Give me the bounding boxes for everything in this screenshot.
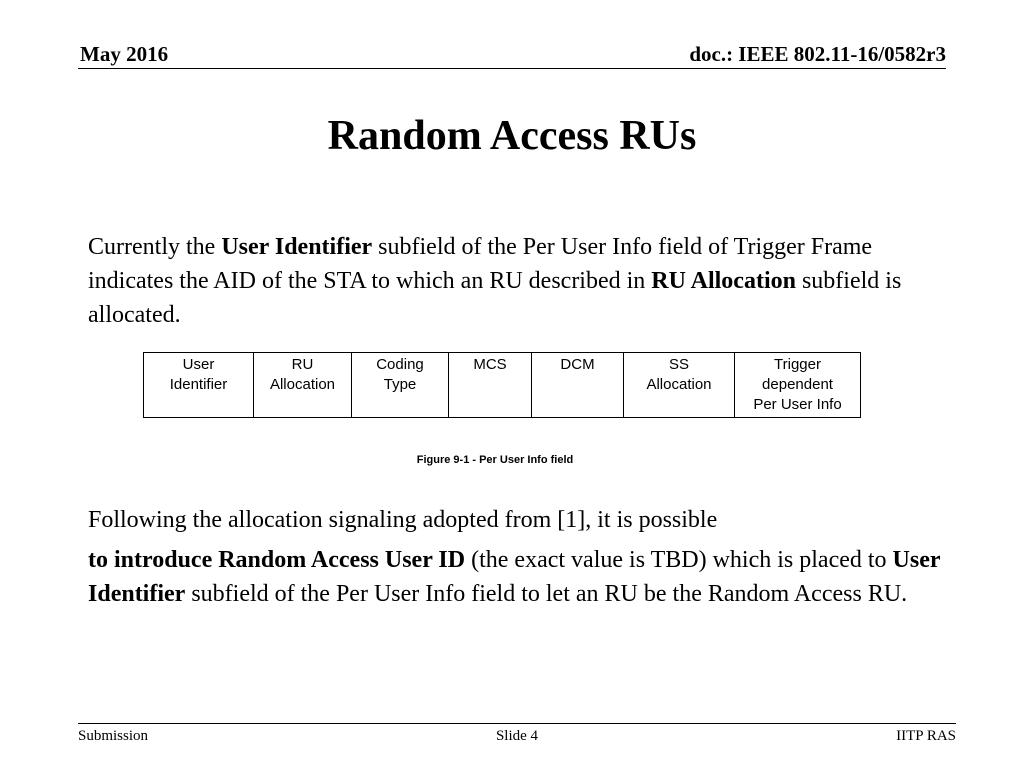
header-date: May 2016 bbox=[80, 42, 169, 66]
para1-text-3: subfield is allocated. bbox=[88, 268, 902, 328]
para3-text-1: (the exact value is TBD) which is placed to bbox=[465, 547, 893, 573]
para1-text-2: subfield of the Per User Info field of Trigger Frame indicates the AID of the STA to which an RU described in bbox=[88, 234, 873, 294]
paragraph-random-access-user-id bbox=[88, 543, 948, 611]
header-divider bbox=[78, 68, 946, 69]
paragraph-allocation-signaling: Following the allocation signaling adopted from [1], it is possible bbox=[88, 507, 718, 533]
slide-title: Random Access RUs bbox=[327, 113, 697, 159]
table-cell-dcm: DCM bbox=[532, 353, 624, 418]
table-cell-ss-allocation: SS Allocation bbox=[624, 353, 735, 418]
footer-divider bbox=[78, 723, 956, 724]
para1-bold-user-identifier: User Identifier bbox=[221, 234, 373, 260]
para1-bold-ru-allocation: RU Allocation bbox=[651, 268, 796, 294]
per-user-info-field-table bbox=[143, 352, 861, 418]
table-cell-user-identifier: User Identifier bbox=[144, 353, 254, 418]
footer-slide-number: Slide 4 bbox=[495, 728, 539, 744]
header-doc-id: doc.: IEEE 802.11-16/0582r3 bbox=[689, 42, 946, 66]
para3-text-2: subfield of the Per User Info field to let an RU be the Random Access RU. bbox=[185, 581, 908, 607]
table-cell-trigger-dependent: Trigger dependent Per User Info bbox=[735, 353, 861, 418]
table-row bbox=[144, 353, 861, 418]
para1-text-1: Currently the bbox=[88, 234, 222, 260]
table-cell-ru-allocation: RU Allocation bbox=[254, 353, 352, 418]
figure-caption: Figure 9-1 - Per User Info field bbox=[416, 454, 574, 466]
paragraph-current-user-identifier bbox=[88, 230, 948, 332]
table-cell-coding-type: Coding Type bbox=[352, 353, 449, 418]
para3-bold-user-identifier: User Identifier bbox=[88, 547, 941, 607]
table-cell-mcs: MCS bbox=[449, 353, 532, 418]
footer-submission: Submission bbox=[78, 728, 149, 744]
footer-org: IITP RAS bbox=[896, 728, 956, 744]
para3-bold-random-access-user-id: to introduce Random Access User ID bbox=[88, 547, 466, 573]
